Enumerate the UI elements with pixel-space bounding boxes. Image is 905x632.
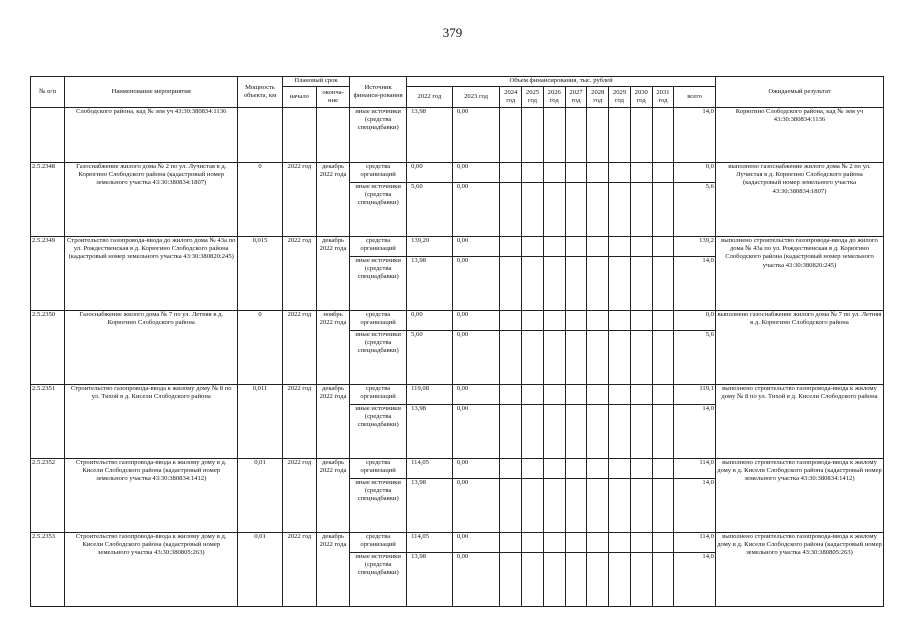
cell-name: Строительство газопровода-ввода до жилого дома № 43а по ул. Рождественская в д. Корюгино Слободского района (кадастровый номер земельного участка 43:30:380820:245) <box>65 237 238 311</box>
cell-2023: 0,00 <box>452 385 500 405</box>
cell-2023: 0,00 <box>452 183 500 237</box>
cell-name: Газоснабжение жилого дома № 7 по ул. Летняя в д. Корюгино Слободского района <box>65 311 238 385</box>
header-plan-term: Плановый срок <box>282 77 349 87</box>
table-row <box>31 311 884 331</box>
financing-table <box>30 76 884 607</box>
cell-num: 2.5.2353 <box>31 533 65 607</box>
cell-capacity: 0,01 <box>238 459 283 533</box>
cell-source: средства организаций <box>350 533 407 553</box>
cell-total: 14,0 <box>674 479 716 533</box>
cell-capacity: 0 <box>238 311 283 385</box>
cell-2023: 0,00 <box>452 331 500 385</box>
header-row-top <box>31 77 884 87</box>
header-2025: 2025 год <box>522 87 544 108</box>
page-number: 379 <box>442 25 463 40</box>
cell-total: 5,6 <box>674 183 716 237</box>
cell-2023: 0,00 <box>452 257 500 311</box>
header-2027: 2027 год <box>565 87 587 108</box>
cell-2023: 0,00 <box>452 163 500 183</box>
cell-end: декабрь 2022 года <box>316 163 349 237</box>
table-row <box>31 108 884 163</box>
cell-source: иные источники (средства спецнадбавки) <box>350 479 407 533</box>
cell-2022: 13,98 <box>407 405 453 459</box>
header-2030: 2030 год <box>630 87 652 108</box>
cell-2022: 114,05 <box>407 459 453 479</box>
header-total: всего <box>674 87 716 108</box>
cell-source: средства организаций <box>350 311 407 331</box>
cell-capacity: 0,01 <box>238 533 283 607</box>
cell-2022: 139,20 <box>407 237 453 257</box>
cell-end: ноябрь 2022 года <box>316 311 349 385</box>
cell-source: средства организаций <box>350 459 407 479</box>
cell-result: выполнено строительство газопровода-ввода к жилому дому № 8 по ул. Тихой в д. Кисели Слободского района <box>715 385 883 459</box>
cell-2023: 0,00 <box>452 479 500 533</box>
cell-capacity: 0 <box>238 163 283 237</box>
header-result: Ожидаемый результат <box>715 77 883 108</box>
cell-source: иные источники (средства спецнадбавки) <box>350 331 407 385</box>
cell-2023: 0,00 <box>452 533 500 553</box>
cell-end: декабрь 2022 года <box>316 533 349 607</box>
header-source: Источник финанси-рования <box>350 77 407 108</box>
cell-total: 14,0 <box>674 405 716 459</box>
header-2024: 2024 год <box>500 87 522 108</box>
cell-num: 2.5.2348 <box>31 163 65 237</box>
cell-2023: 0,00 <box>452 108 500 163</box>
header-end: оконча-ние <box>316 87 349 108</box>
table-row <box>31 237 884 257</box>
header-2022: 2022 год <box>407 87 453 108</box>
cell-name: Газоснабжение жилого дома № 2 по ул. Лучистая в д. Корюгино Слободского района (кадастровый номер земельного участка 43:30:380834:1807) <box>65 163 238 237</box>
cell-2022: 5,60 <box>407 183 453 237</box>
cell-num: 2.5.2350 <box>31 311 65 385</box>
header-2029: 2029 год <box>609 87 631 108</box>
cell-end: декабрь 2022 года <box>316 385 349 459</box>
cell-name: Строительство газопровода-ввода к жилому дому в д. Кисели Слободского района (кадастровый номер земельного участка 43:30:380834:1412) <box>65 459 238 533</box>
cell-total: 0,0 <box>674 311 716 331</box>
cell-capacity: 0,015 <box>238 237 283 311</box>
cell-source: средства организаций <box>350 163 407 183</box>
header-2031: 2031 год <box>652 87 674 108</box>
header-2023: 2023 год <box>452 87 500 108</box>
cell-start: 2022 год <box>282 385 316 459</box>
cell-2022: 13,98 <box>407 479 453 533</box>
cell-name: Строительство газопровода-ввода к жилому дому № 8 по ул. Тихой в д. Кисели Слободского района <box>65 385 238 459</box>
cell-start: 2022 год <box>282 237 316 311</box>
cell-total: 5,6 <box>674 331 716 385</box>
cell-total: 114,0 <box>674 533 716 553</box>
cell-2022: 5,60 <box>407 331 453 385</box>
table-row <box>31 163 884 183</box>
cell-result: выполнено газоснабжение жилого дома № 2 по ул. Лучистая в д. Корюгино Слободского района (кадастровый номер земельного участка 43:30:380834:1807) <box>715 163 883 237</box>
cell-source: иные источники (средства спецнадбавки) <box>350 257 407 311</box>
cell-capacity: 0,011 <box>238 385 283 459</box>
table-row <box>31 459 884 479</box>
cell-name: Строительство газопровода-ввода к жилому дому в д. Кисели Слободского района (кадастровый номер земельного участка 43:30:380805:263) <box>65 533 238 607</box>
cell-2023: 0,00 <box>452 553 500 607</box>
header-2028: 2028 год <box>587 87 609 108</box>
cell-total: 14,0 <box>674 108 716 163</box>
cell-name: Слободского района, кад № зем уч 43:30:380834:1136 <box>65 108 238 163</box>
cell-num: 2.5.2349 <box>31 237 65 311</box>
table-row <box>31 533 884 553</box>
cell-2023: 0,00 <box>452 459 500 479</box>
cell-start: 2022 год <box>282 163 316 237</box>
header-num: № п/п <box>31 77 65 108</box>
header-2026: 2026 год <box>543 87 565 108</box>
cell-total: 119,1 <box>674 385 716 405</box>
cell-total: 139,2 <box>674 237 716 257</box>
cell-total: 114,0 <box>674 459 716 479</box>
cell-start: 2022 год <box>282 459 316 533</box>
cell-2022: 119,08 <box>407 385 453 405</box>
cell-end: декабрь 2022 года <box>316 237 349 311</box>
cell-2022: 13,98 <box>407 257 453 311</box>
cell-source: иные источники (средства спецнадбавки) <box>350 183 407 237</box>
cell-source: иные источники (средства спецнадбавки) <box>350 405 407 459</box>
cell-result: выполнено строительство газопровода-ввода к жилому дому в д. Кисели Слободского района (кадастровый номер земельного участка 43:30:380805:263) <box>715 533 883 607</box>
cell-source: иные источники (средства спецнадбавки) <box>350 108 407 163</box>
cell-result: выполнено газоснабжение жилого дома № 7 по ул. Летняя в д. Корюгино Слободского района <box>715 311 883 385</box>
cell-num: 2.5.2352 <box>31 459 65 533</box>
cell-result: Корюгино Слободского района, кад № зем уч 43:30:380834:1136 <box>715 108 883 163</box>
cell-num <box>31 108 65 163</box>
cell-start: 2022 год <box>282 311 316 385</box>
cell-2022: 114,05 <box>407 533 453 553</box>
cell-source: иные источники (средства спецнадбавки) <box>350 553 407 607</box>
header-name: Наименование мероприятия <box>65 77 238 108</box>
cell-total: 14,0 <box>674 257 716 311</box>
table-row <box>31 385 884 405</box>
cell-num: 2.5.2351 <box>31 385 65 459</box>
header-capacity: Мощность объекта, км <box>238 77 283 108</box>
cell-2023: 0,00 <box>452 311 500 331</box>
cell-source: средства организаций <box>350 237 407 257</box>
header-start: начало <box>282 87 316 108</box>
cell-total: 14,0 <box>674 553 716 607</box>
cell-2022: 13,98 <box>407 553 453 607</box>
cell-2022: 0,00 <box>407 311 453 331</box>
header-financing: Объем финансирования, тыс. рублей <box>407 77 716 87</box>
cell-end: декабрь 2022 года <box>316 459 349 533</box>
cell-result: выполнено строительство газопровода-ввода к жилому дому в д. Кисели Слободского района (кадастровый номер земельного участка 43:30:380834:1412) <box>715 459 883 533</box>
cell-start: 2022 год <box>282 533 316 607</box>
cell-2023: 0,00 <box>452 405 500 459</box>
cell-total: 0,0 <box>674 163 716 183</box>
cell-source: средства организаций <box>350 385 407 405</box>
cell-2022: 13,98 <box>407 108 453 163</box>
cell-2022: 0,00 <box>407 163 453 183</box>
cell-2023: 0,00 <box>452 237 500 257</box>
cell-result: выполнено строительство газопровода-ввода до жилого дома № 43а по ул. Рождественская в д. Корюгино Слободского района (кадастровый номер земельного участка 43:30:380820:245) <box>715 237 883 311</box>
